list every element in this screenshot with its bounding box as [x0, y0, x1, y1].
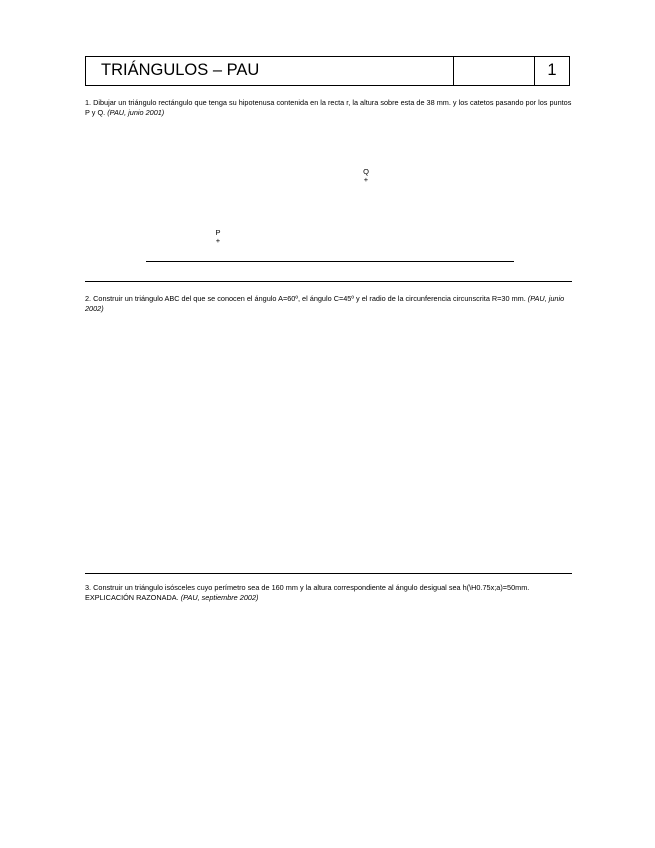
problem-3-source: (PAU, septiembre 2002) [180, 592, 259, 602]
point-p-label: P [215, 228, 221, 237]
point-p-mark: + [215, 236, 221, 245]
header-table [85, 56, 570, 86]
problem-2-source: (PAU, junio 2002) [85, 294, 565, 313]
problem-2 [85, 294, 573, 313]
section-divider-2 [85, 573, 572, 574]
page-title: TRIÁNGULOS – PAU [86, 57, 454, 85]
line-r [146, 261, 514, 262]
point-q-mark: + [363, 175, 369, 184]
problem-3 [85, 583, 573, 602]
problem-2-text: 2. Construir un triángulo ABC del que se conocen el ángulo A=60º, el ángulo C=45º y el radio de la circunferencia circunscrita R=30 mm. [85, 294, 526, 303]
point-q-label: Q [363, 167, 369, 176]
problem-1-source: (PAU, junio 2001) [107, 107, 165, 117]
problem-1 [85, 98, 573, 117]
problem-1-text: 1. Dibujar un triángulo rectángulo que tenga su hipotenusa contenida en la recta r, la altura sobre esta de 38 mm. y los catetos pasando por los puntos P y Q. [85, 98, 572, 117]
problem-3-text: 3. Construir un triángulo isósceles cuyo perímetro sea de 160 mm y la altura correspondiente al ángulo desigual sea h(\H0.75x;a)=50mm. EXPLICACIÓN RAZONADA. [85, 583, 530, 602]
page-number: 1 [547, 61, 557, 79]
section-divider-1 [85, 281, 572, 282]
header-blank-cell [454, 57, 535, 85]
